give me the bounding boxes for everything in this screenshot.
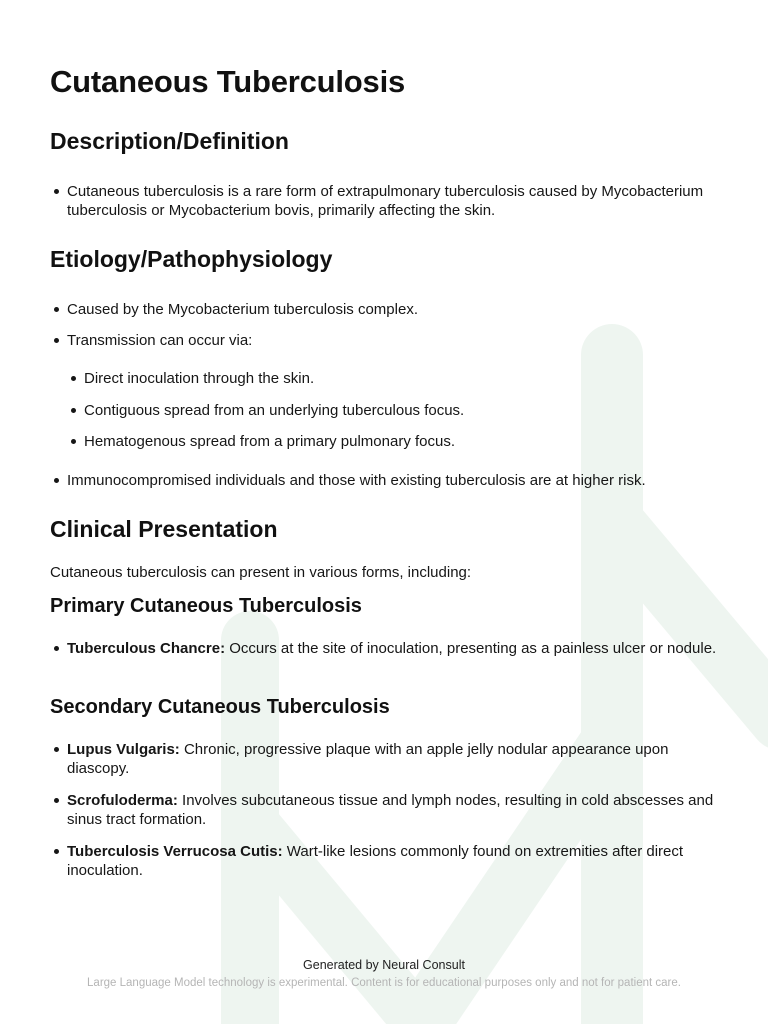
definition: Wart-like lesions commonly found on extremities after direct inoculation. xyxy=(67,843,684,879)
clinical-intro: Cutaneous tuberculosis can present in various forms, including: xyxy=(50,564,472,581)
list-item: Transmission can occur via: xyxy=(67,331,717,350)
list-item-lupus-vulgaris xyxy=(67,740,717,778)
term: Tuberculosis Verrucosa Cutis: xyxy=(67,843,283,860)
definition: Chronic, progressive plaque with an apple jelly nodular appearance upon diascopy. xyxy=(67,741,669,777)
subsection-heading-secondary: Secondary Cutaneous Tuberculosis xyxy=(50,696,390,718)
definition: Occurs at the site of inoculation, presenting as a painless ulcer or nodule. xyxy=(225,640,717,657)
footer-disclaimer: Large Language Model technology is experimental. Content is for educational purposes only and not for patient care. xyxy=(87,977,681,989)
term: Tuberculous Chancre: xyxy=(67,640,226,657)
subsection-heading-primary: Primary Cutaneous Tuberculosis xyxy=(50,595,362,617)
footer-generated-by: Generated by Neural Consult xyxy=(303,958,465,972)
list-item: Immunocompromised individuals and those with existing tuberculosis are at higher risk. xyxy=(67,471,717,490)
term: Scrofuloderma: xyxy=(67,792,178,809)
section-heading-etiology: Etiology/Pathophysiology xyxy=(50,246,333,272)
sub-list-item: Contiguous spread from an underlying tuberculous focus. xyxy=(84,401,714,420)
list-item: Cutaneous tuberculosis is a rare form of extrapulmonary tuberculosis caused by Mycobacterium tuberculosis or Mycobacterium bovis, primarily affecting the skin. xyxy=(67,182,717,220)
list-item-scrofuloderma xyxy=(67,791,717,829)
definition: Involves subcutaneous tissue and lymph nodes, resulting in cold abscesses and sinus tract formation. xyxy=(67,792,714,828)
list-item-tuberculosis-verrucosa-cutis xyxy=(67,842,717,880)
list-item-tuberculous-chancre xyxy=(67,639,717,658)
list-item: Caused by the Mycobacterium tuberculosis complex. xyxy=(67,300,717,319)
section-heading-description: Description/Definition xyxy=(50,128,289,154)
sub-list-item: Hematogenous spread from a primary pulmonary focus. xyxy=(84,432,714,451)
sub-list-item: Direct inoculation through the skin. xyxy=(84,369,714,388)
term: Lupus Vulgaris: xyxy=(67,741,180,758)
section-heading-clinical: Clinical Presentation xyxy=(50,516,278,542)
document-title: Cutaneous Tuberculosis xyxy=(50,64,406,99)
